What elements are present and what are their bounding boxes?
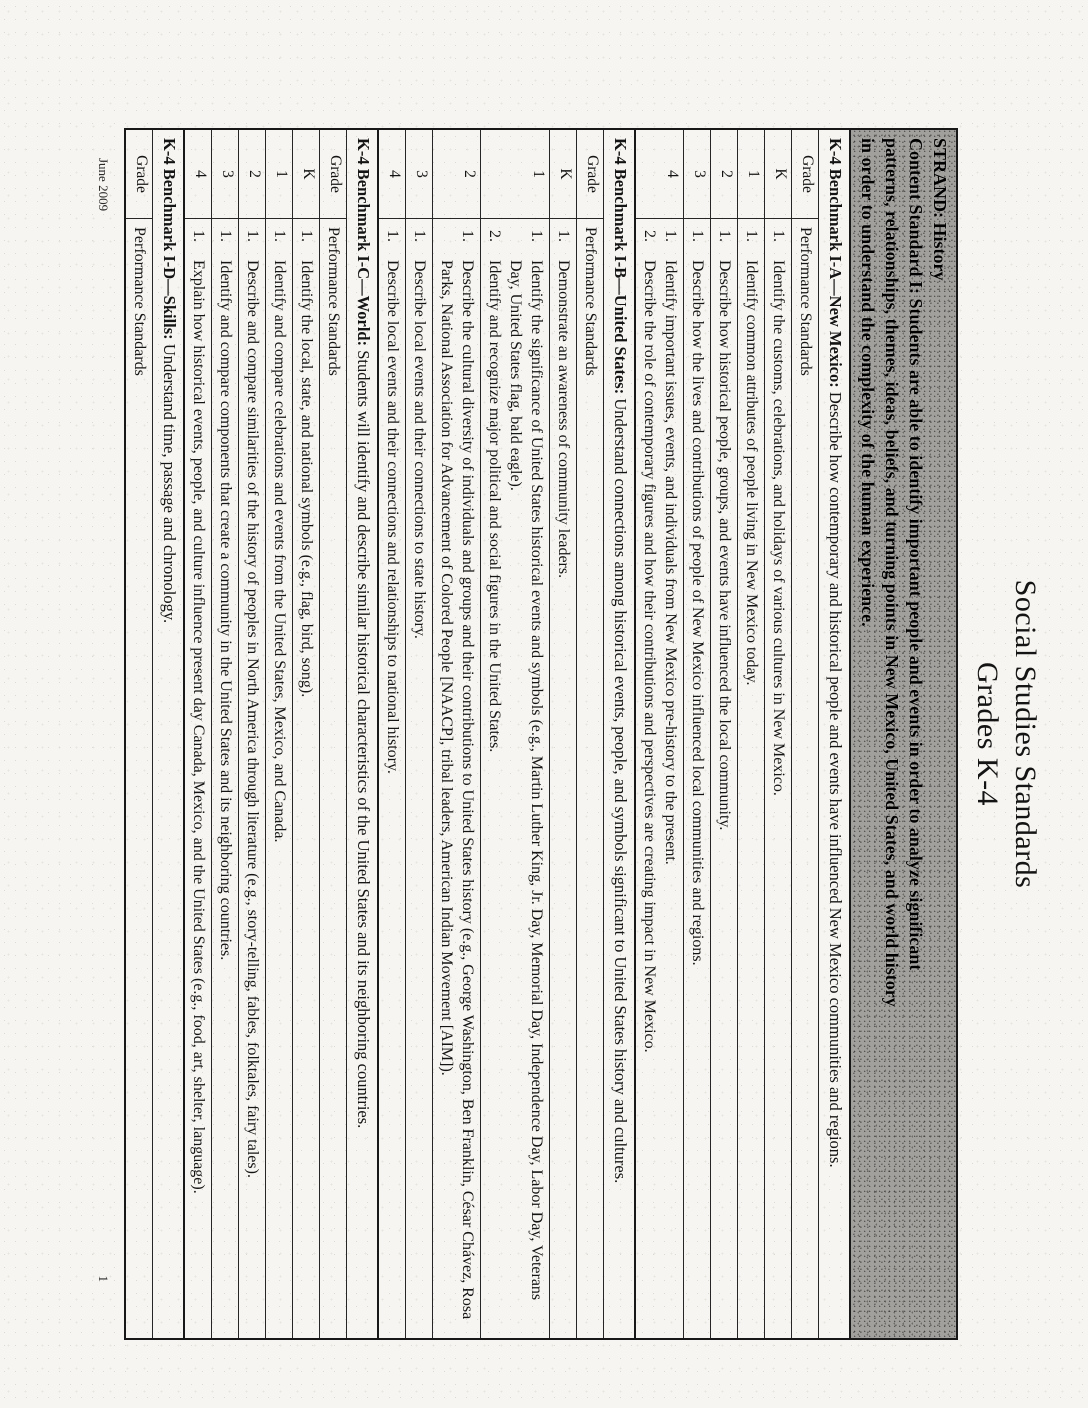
grade-cell: 3	[212, 130, 238, 219]
item-number: 1.	[555, 230, 572, 242]
table-row	[379, 130, 406, 1338]
item-number: 1.	[716, 230, 733, 242]
grade-cell: 1	[266, 130, 292, 219]
table-row	[266, 130, 293, 1338]
table-header-row	[577, 130, 604, 1338]
standard-item	[714, 221, 735, 1330]
item-text: Demonstrate an awareness of community leaders.	[555, 260, 572, 579]
table-header-row	[320, 130, 347, 1338]
standard-item	[553, 221, 574, 1330]
grade-cell: 2	[711, 130, 737, 219]
benchmark-ib-heading	[604, 130, 636, 1338]
benchmark-ia-label: K-4 Benchmark I-A—New Mexico:	[826, 138, 845, 388]
item-number: 1.	[689, 230, 706, 242]
item-number: 1.	[384, 230, 401, 242]
grade-cell: 1	[481, 130, 549, 219]
content-standard-line: Content Standard I: Students are able to identify important people and events in order to analyze significant	[906, 138, 926, 971]
performance-standards-header: Performance Standards	[582, 227, 599, 376]
performance-standards-header: Performance Standards	[325, 227, 342, 376]
benchmark-ia-heading	[819, 130, 851, 1338]
table-header-row	[126, 130, 153, 1338]
table-header-row	[792, 130, 819, 1338]
grade-cell: 4	[185, 130, 211, 219]
performance-cell	[185, 219, 211, 1338]
grade-column-header: Grade	[792, 130, 818, 219]
item-number: 1.	[459, 230, 476, 242]
footer-date: June 2009	[96, 158, 111, 212]
grade-cell: 4	[636, 130, 683, 219]
standard-item	[215, 221, 236, 1330]
table-row	[433, 130, 481, 1338]
item-number: 1.	[271, 230, 288, 242]
benchmark-ic-heading	[347, 130, 379, 1338]
grade-cell: K	[550, 130, 576, 219]
performance-cell	[738, 219, 764, 1338]
performance-cell	[711, 219, 737, 1338]
performance-cell	[293, 219, 319, 1338]
performance-cell	[550, 219, 576, 1338]
grade-column-header: Grade	[126, 130, 152, 219]
benchmark-ia-description: Describe how contemporary and historical people and events have influenced New Mexico communities and regions.	[826, 391, 845, 1168]
table-row	[711, 130, 738, 1338]
table-row	[185, 130, 212, 1338]
performance-cell	[406, 219, 432, 1338]
standard-item	[768, 221, 789, 1330]
standard-item	[436, 221, 478, 1330]
table-row	[481, 130, 550, 1338]
standard-item	[484, 221, 505, 1330]
benchmark-id-description: Understand time, passage and chronology.	[160, 343, 179, 624]
page-footer	[95, 128, 111, 1340]
document-body	[95, 128, 1088, 1340]
item-text: Describe how the lives and contributions of people of New Mexico influenced local communities and regions.	[689, 260, 706, 966]
item-text: Identify the local, state, and national symbols (e.g., flag, bird, song).	[298, 260, 315, 698]
strand-banner	[851, 130, 956, 1338]
benchmark-id-heading	[153, 130, 185, 1338]
item-number: 1.	[190, 230, 207, 242]
grade-cell: 2	[239, 130, 265, 219]
standard-item	[269, 221, 290, 1330]
table-row	[738, 130, 765, 1338]
table-row	[293, 130, 320, 1338]
item-text: Describe the cultural diversity of individuals and groups and their contributions to United States history (e.g., George Washington, Ben Franklin, César Chávez, Rosa Parks, National Association for Advancement of Colored People [NAACP], tribal leaders, American Indian Movement [AIM]).	[438, 260, 476, 1320]
content-standard-line: in order to understand the complexity of the human experience.	[858, 138, 878, 627]
table-row	[684, 130, 711, 1338]
standard-item	[505, 221, 547, 1330]
standard-item	[687, 221, 708, 1330]
grade-cell: 3	[684, 130, 710, 219]
item-number: 1.	[244, 230, 261, 242]
item-text: Describe local events and their connections and relationships to national history.	[384, 260, 401, 774]
grade-cell: 1	[738, 130, 764, 219]
strand-title: STRAND: History	[930, 138, 950, 281]
page-number: 1	[96, 1275, 111, 1282]
performance-cell	[765, 219, 791, 1338]
item-text: Explain how historical events, people, and culture influence present day Canada, Mexico, and the United States (e.g., food, art, shelter, language).	[190, 260, 207, 1194]
item-text: Identify and recognize major political and social figures in the United States.	[486, 260, 503, 753]
table-row	[406, 130, 433, 1338]
table-row	[239, 130, 266, 1338]
grade-cell: K	[765, 130, 791, 219]
table-row	[212, 130, 239, 1338]
performance-cell	[433, 219, 480, 1338]
performance-cell	[636, 219, 683, 1338]
performance-cell	[379, 219, 405, 1338]
performance-cell	[266, 219, 292, 1338]
standard-item	[188, 221, 209, 1330]
grade-cell: 4	[379, 130, 405, 219]
benchmark-ib-description: Understand connections among historical events, people, and symbols significant to United States history and cultures.	[611, 398, 630, 1184]
benchmark-id-label: K-4 Benchmark I-D—Skills:	[160, 138, 179, 340]
item-number: 1.	[411, 230, 428, 242]
standard-item	[242, 221, 263, 1330]
item-number: 1.	[743, 230, 760, 242]
item-number: 1.	[770, 230, 787, 242]
item-text: Identify common attributes of people living in New Mexico today.	[743, 260, 760, 686]
benchmark-ib-label: K-4 Benchmark I-B—United States:	[611, 138, 630, 395]
standard-item	[639, 221, 660, 1330]
performance-cell	[684, 219, 710, 1338]
grade-cell: 2	[433, 130, 480, 219]
benchmark-ic-description: Students will identify and describe similar historical characteristics of the United States and its neighboring countries.	[354, 350, 373, 1129]
item-text: Identify the customs, celebrations, and holidays of various cultures in New Mexico.	[770, 260, 787, 796]
item-number: 1.	[662, 230, 679, 242]
item-text: Identify and compare components that create a community in the United States and its neighboring countries.	[217, 260, 234, 961]
table-row	[765, 130, 792, 1338]
benchmark-ic-label: K-4 Benchmark I-C—World:	[354, 138, 373, 347]
item-text: Describe local events and their connections to state history.	[411, 260, 428, 639]
table-row	[550, 130, 577, 1338]
content-standard-line: patterns, relationships, themes, ideas, beliefs, and turning points in New Mexico, United States, and world history	[882, 138, 902, 1007]
table-row	[636, 130, 684, 1338]
standard-item	[382, 221, 403, 1330]
item-text: Describe and compare similarities of the history of peoples in North America through literature (e.g., story-telling, fables, folktales, fairy tales).	[244, 260, 261, 1178]
performance-cell	[239, 219, 265, 1338]
standard-item	[741, 221, 762, 1330]
standards-table	[124, 128, 958, 1340]
item-text: Identify important issues, events, and individuals from New Mexico pre-history to the present.	[662, 260, 679, 865]
document-title	[968, 128, 1088, 1340]
grade-cell: 3	[406, 130, 432, 219]
title-line-2: Grades K-4	[971, 661, 1004, 807]
item-number: 2.	[486, 230, 503, 242]
item-number: 1.	[298, 230, 315, 242]
item-number: 2.	[641, 230, 658, 242]
item-text: Describe the role of contemporary figures and how their contributions and perspectives are creating impact in New Mexico.	[641, 260, 658, 1053]
grade-cell: K	[293, 130, 319, 219]
item-number: 1.	[217, 230, 234, 242]
item-text: Identify the significance of United States historical events and symbols (e.g., Martin Luther King, Jr. Day, Memorial Day, Independence Day, Labor Day, Veterans Day, United States flag, bald eagle).	[507, 260, 545, 1301]
performance-cell	[212, 219, 238, 1338]
standard-item	[409, 221, 430, 1330]
item-number: 1.	[528, 230, 545, 242]
title-line-1: Social Studies Standards	[1009, 579, 1042, 889]
performance-standards-header: Performance Standards	[797, 227, 814, 376]
performance-cell	[481, 219, 549, 1338]
item-text: Describe how historical people, groups, and events have influenced the local community.	[716, 260, 733, 831]
grade-column-header: Grade	[320, 130, 346, 219]
grade-column-header: Grade	[577, 130, 603, 219]
item-text: Identify and compare celebrations and events from the United States, Mexico, and Canada.	[271, 260, 288, 843]
standard-item	[660, 221, 681, 1330]
performance-standards-header: Performance Standards	[131, 227, 148, 376]
standard-item	[296, 221, 317, 1330]
